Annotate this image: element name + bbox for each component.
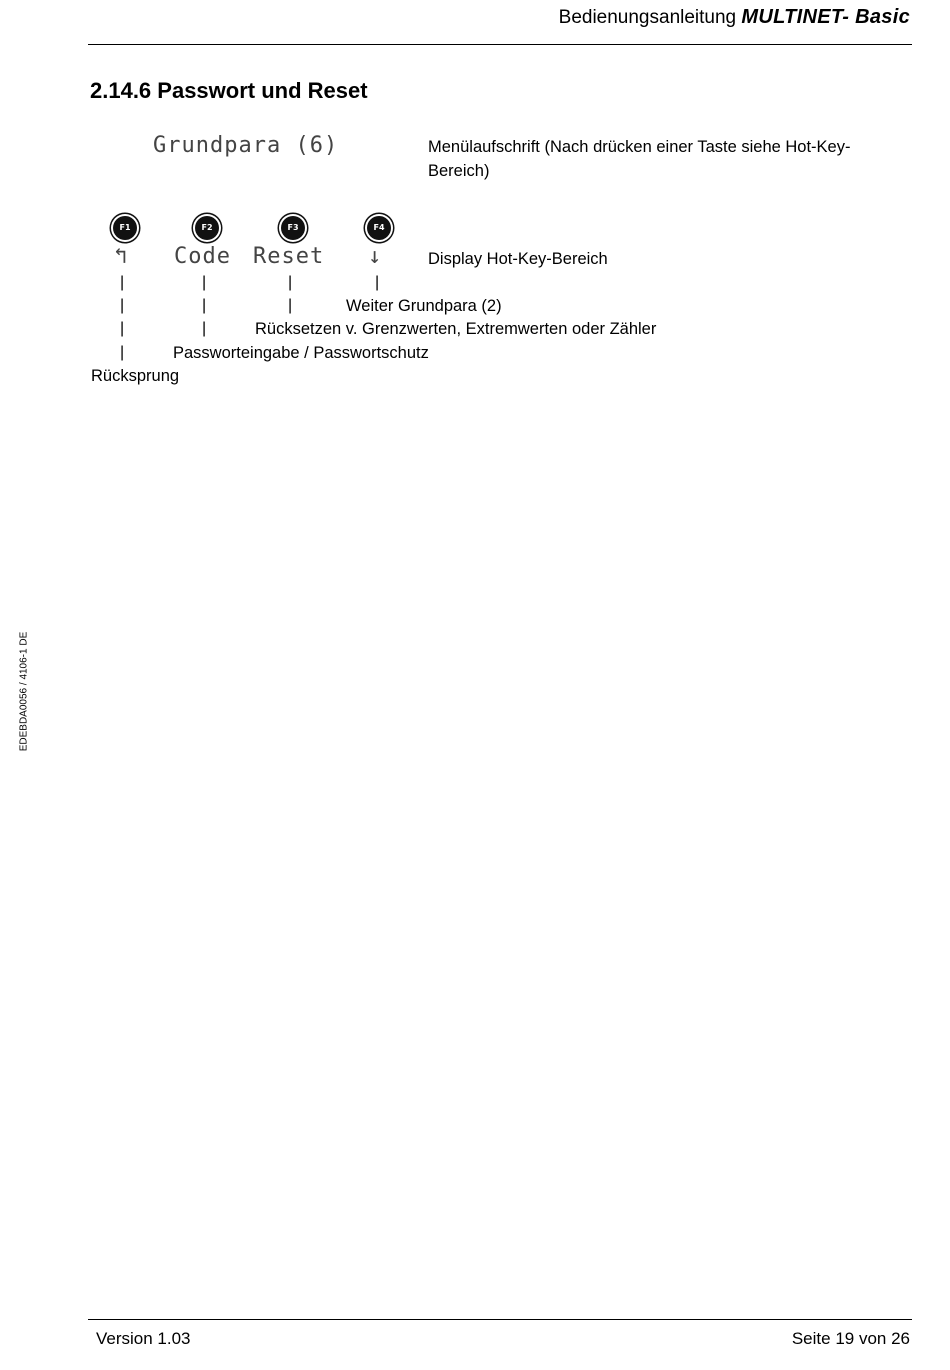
f4-explanation: Weiter Grundpara (2) [346,297,502,315]
menu-caption-description: Menülaufschrift (Nach drücken einer Taste siehe Hot-Key-Bereich) [428,138,851,180]
f2-explanation: Passworteingabe / Passwortschutz [173,344,429,362]
f3-key-icon[interactable]: F3 [281,216,305,240]
hotkey-area-description: Display Hot-Key-Bereich [428,250,608,268]
connector-line: | [120,297,125,314]
lcd-reset-label: Reset [253,244,325,269]
connector-line: | [120,274,125,291]
section-title: 2.14.6 Passwort und Reset [90,78,368,103]
f3-explanation: Rücksetzen v. Grenzwerten, Extremwerten oder Zähler [255,320,657,338]
document-code: EDEBDA0056 / 4106-1 DE [18,631,30,752]
connector-line: | [202,274,207,291]
connector-line: | [202,297,207,314]
header-rule [88,44,912,45]
f2-key-icon[interactable]: F2 [195,216,219,240]
connector-line: | [288,274,293,291]
lcd-menu-caption: Grundpara (6) [153,133,339,158]
connector-line: | [120,344,125,361]
document-header [559,6,910,29]
f4-key-icon[interactable]: F4 [367,216,391,240]
connector-line: | [375,274,380,291]
lcd-down-arrow-icon: ↓ [368,244,383,269]
lcd-code-label: Code [174,244,231,269]
f1-explanation: Rücksprung [91,367,180,385]
connector-line: | [288,297,293,314]
product-brand: MULTINET- Basic [741,6,910,28]
connector-line: | [202,320,207,337]
f1-key-icon[interactable]: F1 [113,216,137,240]
footer-version: Version 1.03 [96,1329,191,1348]
header-title: Bedienungsanleitung [558,7,742,28]
lcd-back-arrow-icon: ↰ [114,244,129,269]
footer-rule [88,1319,912,1320]
connector-line: | [120,320,125,337]
footer-page-number: Seite 19 von 26 [791,1329,910,1348]
